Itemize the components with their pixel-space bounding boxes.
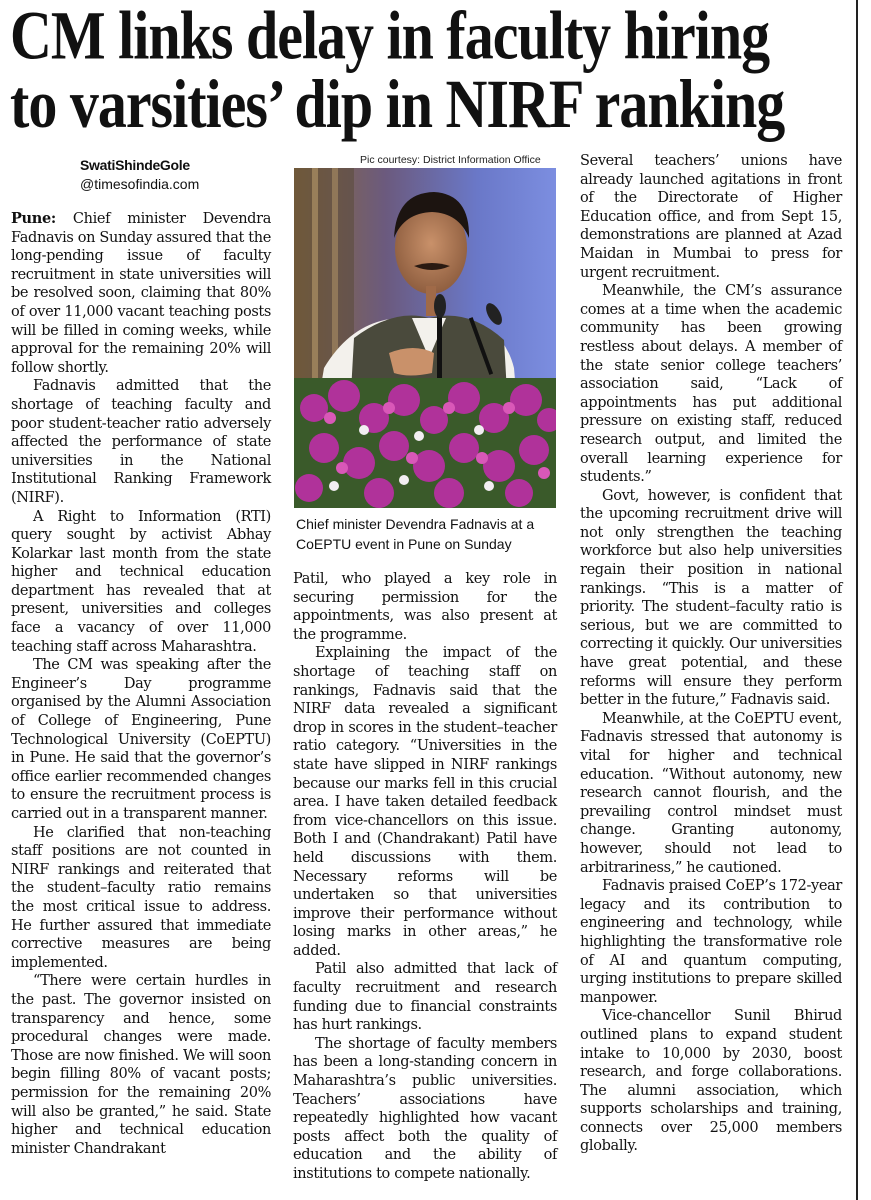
paragraph: Patil also admitted that lack of faculty recruitment and research funding due to financial constraints has hurt rankings.	[293, 961, 557, 1034]
photo-caption	[296, 514, 558, 554]
headline	[10, 0, 850, 143]
column-rule	[856, 0, 858, 1200]
paragraph: Vice-chancellor Sunil Bhirud outlined plans to expand student intake to 10,000 by 2030, boost research, and forge collaborations. The alumni association, which supports scholarships and training, connects over 25,000 members globally.	[580, 1008, 842, 1155]
article-column-2	[293, 570, 557, 1184]
byline	[80, 156, 199, 194]
paragraph: He clarified that non-teaching staff positions are not counted in NIRF rankings and reiterated that the student–faculty ratio remains the most critical issue to address. He further assured that immediate corrective measures are being implemented.	[11, 824, 271, 971]
paragraph-text: Chief minister Devendra Fadnavis on Sunday assured that the long-pending issue of faculty recruitment in state universities will be resolved soon, claiming that 80% of over 11,000 vacant teaching posts will be filled in coming weeks, while approval for the remaining 20% will follow shortly.	[11, 211, 271, 376]
paragraph: Explaining the impact of the shortage of teaching staff on rankings, Fadnavis said that the NIRF data revealed a significant drop in scores in the student–teacher ratio category. “Universities in the state have slipped in NIRF rankings because our marks fell in this crucial area. I have taken detailed feedback from vice-chancellors on this issue. Both I and (Chandrakant) Patil have held discussions with them. Necessary reforms will be undertaken so that universities improve their performance without losing marks in other areas,” he added.	[293, 645, 557, 959]
paragraph: The CM was speaking after the Engineer’s Day programme organised by the Alumni Association of College of Engineering, Pune Technological University (CoEPTU) in Pune. He said that the governor’s office earlier recommended changes to ensure the recruitment process is carried out in a transparent manner.	[11, 657, 271, 822]
paragraph: Meanwhile, the CM’s assurance comes at a time when the academic community has been growing restless about delays. A member of the state senior college teachers’ association said, “Lack of appointments has put additional pressure on existing staff, reduced research output, and limited the overall learning experience for students.”	[580, 283, 842, 486]
author-name: SwatiShindeGole	[80, 157, 190, 173]
paragraph: Several teachers’ unions have already launched agitations in front of the Directorate of Higher Education office, and from Sept 15, demonstrations are planned at Azad Maidan in Mumbai to press for urgent recruitment.	[580, 153, 842, 281]
news-photo	[294, 168, 556, 508]
paragraph: Meanwhile, at the CoEPTU event, Fadnavis stressed that autonomy is vital for higher and technical education. “Without autonomy, new research cannot flourish, and the prevailing control mindset must change. Granting autonomy, however, should not lead to arbitrariness,” he cautioned.	[580, 710, 842, 876]
author-handle: @timesofindia.com	[80, 176, 200, 192]
paragraph: Fadnavis admitted that the shortage of teaching faculty and poor student-teacher ratio adversely affected the performance of state universities in the National Institutional Ranking Framework (NIRF).	[11, 378, 271, 506]
caption-line-2: CoEPTU event in Pune on Sunday	[296, 536, 512, 552]
dateline: Pune:	[11, 210, 56, 227]
paragraph	[11, 210, 271, 377]
paragraph: Fadnavis praised CoEP’s 172-year legacy and its contribution to engineering and technology, while highlighting the transformative role of AI and quantum computing, urging institutions to prepare skilled manpower.	[580, 878, 842, 1006]
headline-line-1: CM links delay in faculty hiring	[10, 0, 770, 74]
paragraph: The shortage of faculty members has been a long-standing concern in Maharashtra’s public universities. Teachers’ associations have repeatedly highlighted how vacant posts affect both the quality of education and the ability of institutions to compete nationally.	[293, 1035, 557, 1182]
caption-line-1: Chief minister Devendra Fadnavis at a	[296, 516, 535, 532]
paragraph: A Right to Information (RTI) query sought by activist Abhay Kolarkar last month from the state higher and technical education department has revealed that at present, universities and colleges face a vacancy of over 11,000 teaching staff across Maharashtra.	[11, 508, 271, 655]
paragraph: Patil, who played a key role in securing permission for the appointments, was also present at the programme.	[293, 571, 557, 643]
paragraph: Govt, however, is confident that the upcoming recruitment drive will not only strengthen the teaching workforce but also help universities regain their position in national rankings. “This is a matter of priority. The student–faculty ratio is serious, but we are committed to correcting it quickly. Our universities have great potential, and these reforms will ensure they perform better in the future,” Fadnavis said.	[580, 487, 842, 709]
paragraph: “There were certain hurdles in the past. The governor insisted on transparency and hence, some procedural changes were made. Those are now finished. We will soon begin filling 80% of vacant posts; permission for the remaining 20% will also be granted,” he said. State higher and technical education minister Chandrakant	[11, 973, 271, 1157]
article-column-3	[580, 152, 842, 1156]
article-column-1	[11, 210, 271, 1158]
headline-line-2: to varsities’ dip in NIRF ranking	[10, 65, 785, 143]
photo-credit: Pic courtesy: District Information Office	[360, 154, 541, 166]
